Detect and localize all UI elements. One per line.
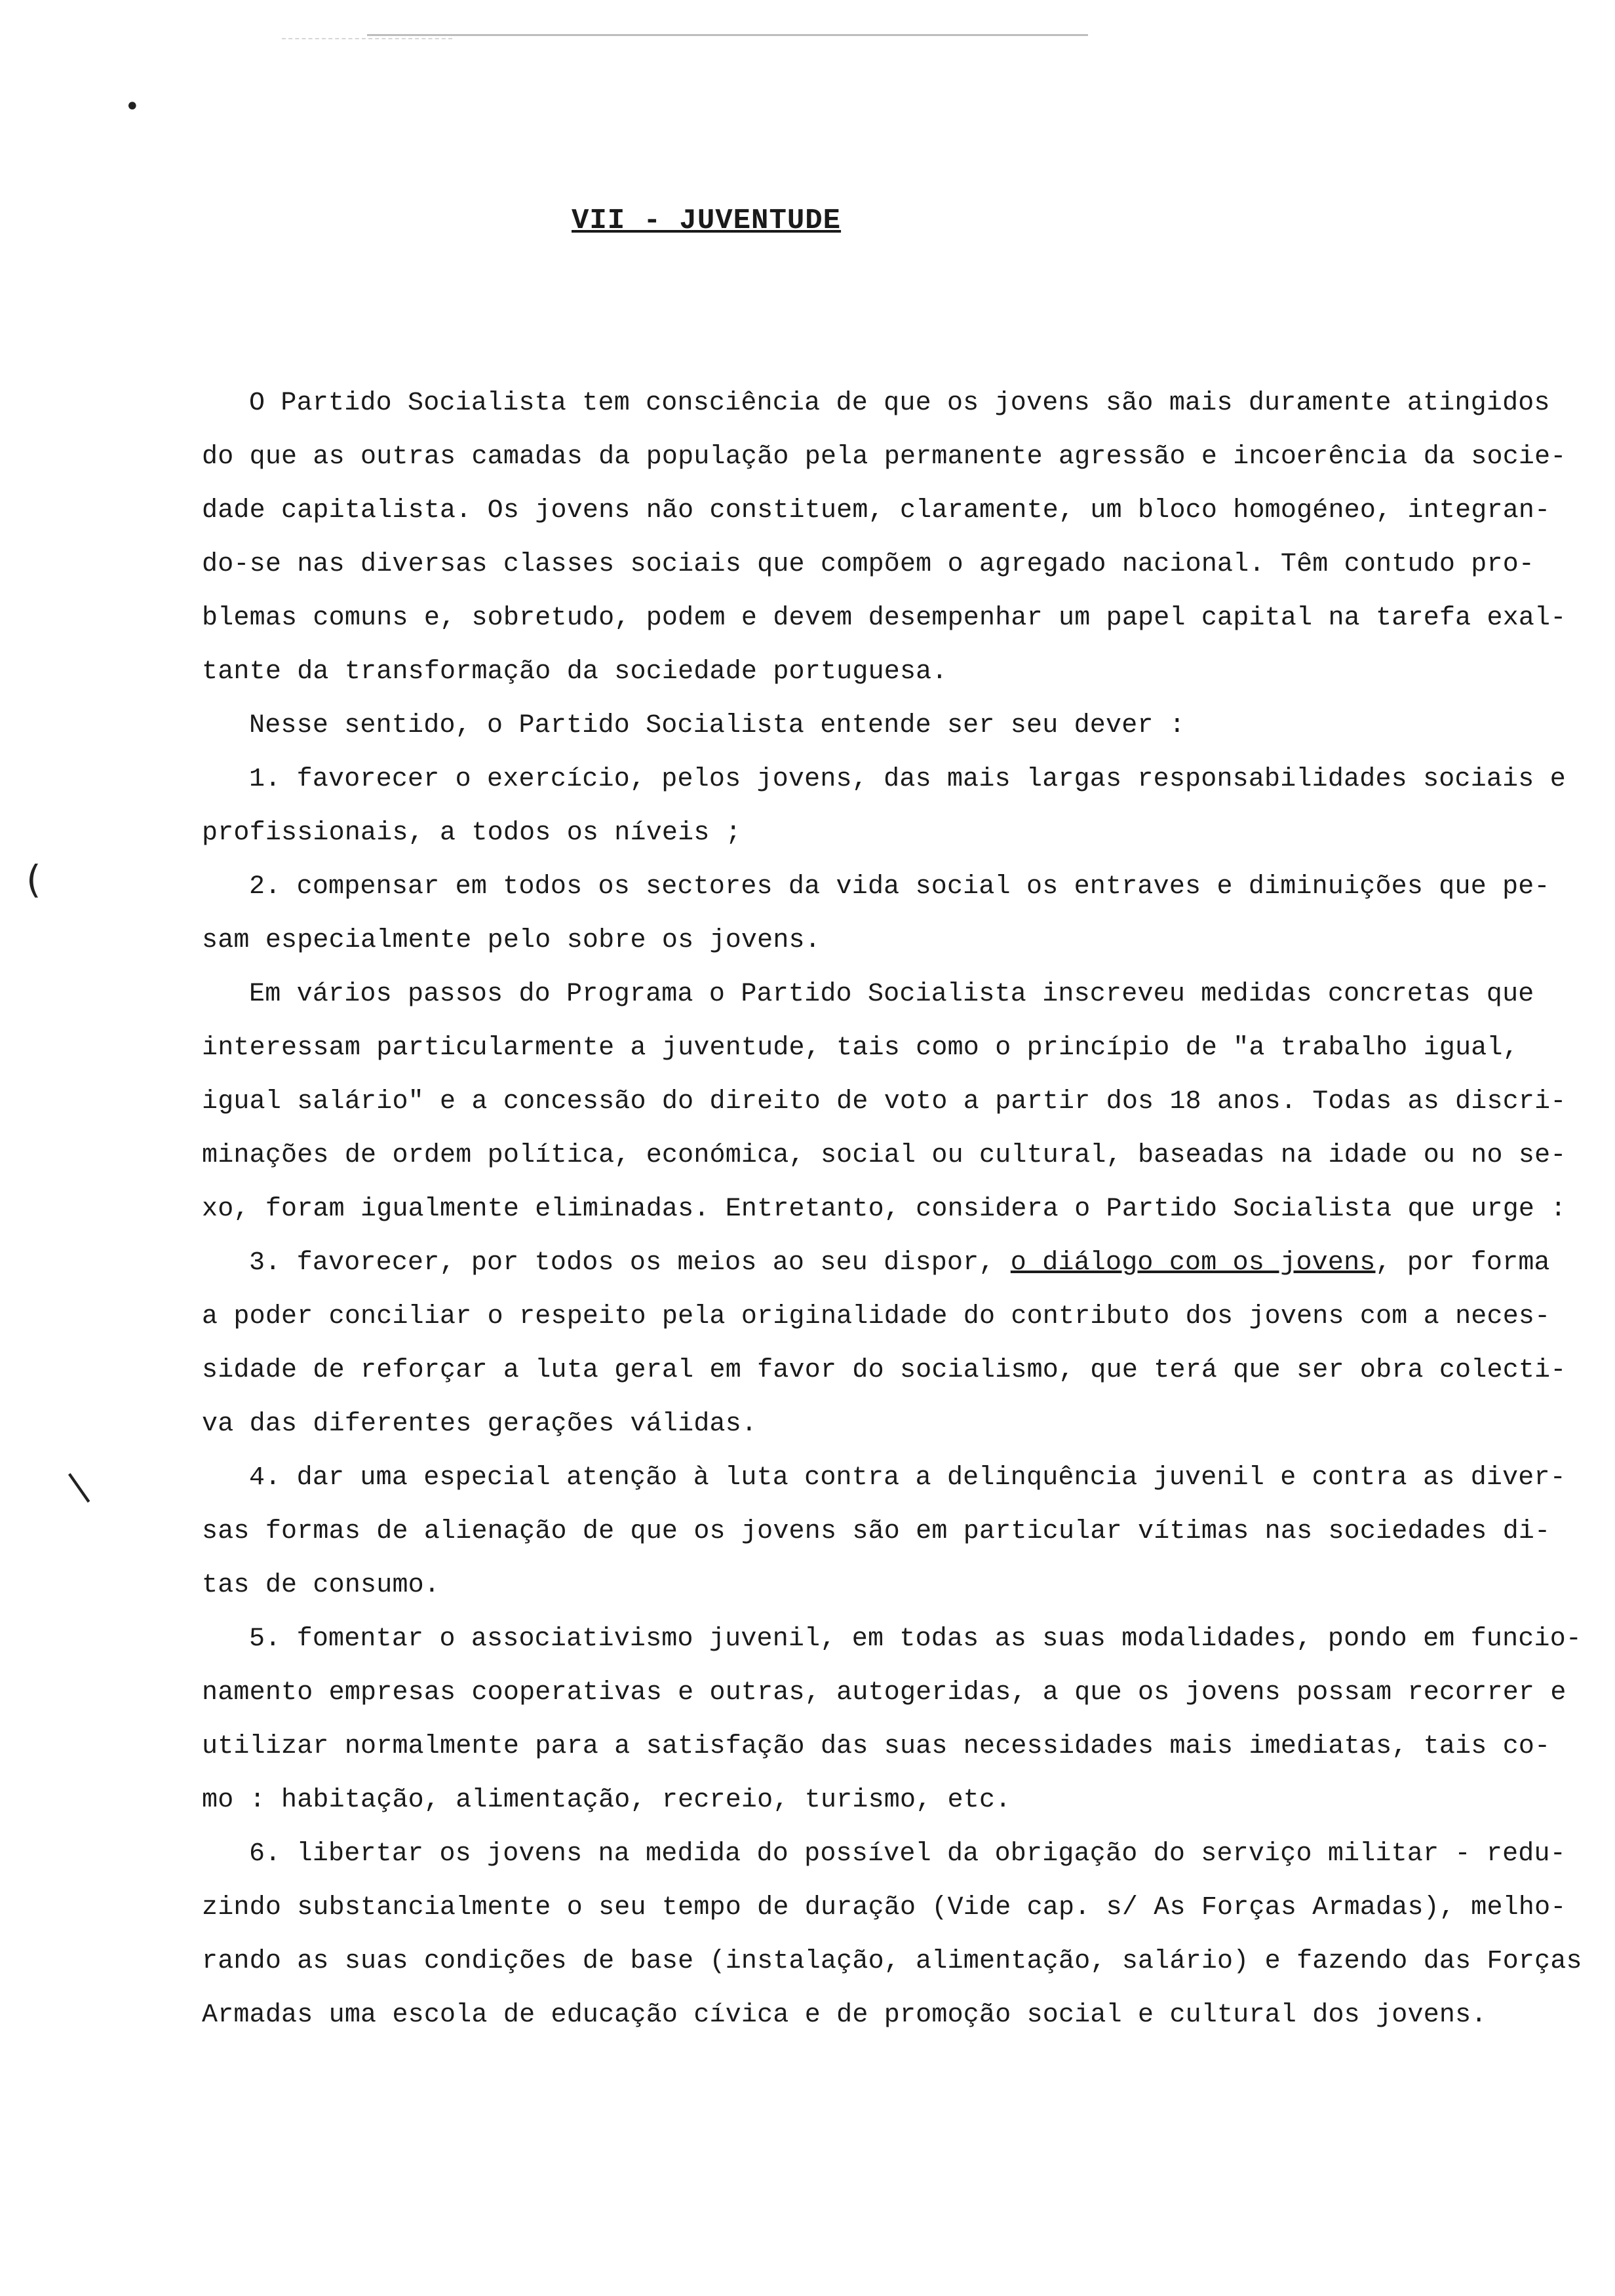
text-line: tante da transformação da sociedade portuguesa. xyxy=(202,657,948,687)
text-line: sas formas de alienação de que os jovens são em particular vítimas nas sociedades di- xyxy=(202,1517,1551,1546)
text-line: utilizar normalmente para a satisfação das suas necessidades mais imediatas, tais co- xyxy=(202,1732,1551,1761)
list-item-2: 2. compensar em todos os sectores da vida social os entraves e diminuições que pe- xyxy=(249,872,1550,902)
text-line: interessam particularmente a juventude, tais como o princípio de "a trabalho igual, xyxy=(202,1033,1519,1063)
text-line: Em vários passos do Programa o Partido Socialista inscreveu medidas concretas que xyxy=(249,980,1534,1009)
top-rule-faint xyxy=(282,38,452,39)
list-item-6: 6. libertar os jovens na medida do possível da obrigação do serviço militar - redu- xyxy=(249,1839,1566,1869)
text-line: rando as suas condições de base (instalação, alimentação, salário) e fazendo das Forças xyxy=(202,1947,1582,1976)
text-segment: , por forma xyxy=(1375,1248,1550,1278)
margin-dot-mark: • xyxy=(125,92,140,122)
list-item-3 xyxy=(249,1246,1550,1280)
text-line: blemas comuns e, sobretudo, podem e devem desempenhar um papel capital na tarefa exal- xyxy=(202,603,1566,633)
list-item-5: 5. fomentar o associativismo juvenil, em todas as suas modalidades, pondo em funcio- xyxy=(249,1624,1582,1654)
text-line: sam especialmente pelo sobre os jovens. xyxy=(202,926,821,955)
text-line: O Partido Socialista tem consciência de que os jovens são mais duramente atingidos xyxy=(249,389,1550,418)
text-line: a poder conciliar o respeito pela originalidade do contributo dos jovens com a neces- xyxy=(202,1302,1551,1331)
text-line: do-se nas diversas classes sociais que compõem o agregado nacional. Têm contudo pro- xyxy=(202,550,1535,579)
text-line: tas de consumo. xyxy=(202,1571,440,1600)
text-line: zindo substancialmente o seu tempo de duração (Vide cap. s/ As Forças Armadas), melho- xyxy=(202,1893,1566,1923)
text-line: minações de ordem política, económica, social ou cultural, baseadas na idade ou no se- xyxy=(202,1141,1566,1170)
text-line: xo, foram igualmente eliminadas. Entretanto, considera o Partido Socialista que urge : xyxy=(202,1195,1566,1224)
list-item-4: 4. dar uma especial atenção à luta contra a delinquência juvenil e contra as diver- xyxy=(249,1463,1566,1493)
text-line: do que as outras camadas da população pela permanente agressão e incoerência da socie- xyxy=(202,442,1566,472)
margin-bracket-mark: ( xyxy=(26,857,41,902)
text-line: va das diferentes gerações válidas. xyxy=(202,1409,758,1439)
text-line: profissionais, a todos os níveis ; xyxy=(202,818,741,848)
text-segment: 3. favorecer, por todos os meios ao seu dispor, xyxy=(249,1248,1011,1278)
text-line: Armadas uma escola de educação cívica e de promoção social e cultural dos jovens. xyxy=(202,2000,1487,2030)
text-line: igual salário" e a concessão do direito de voto a partir dos 18 anos. Todas as discri- xyxy=(202,1087,1566,1117)
margin-tick-mark: | xyxy=(62,1466,94,1506)
text-line: Nesse sentido, o Partido Socialista entende ser seu dever : xyxy=(249,711,1186,740)
top-rule xyxy=(367,34,1088,36)
text-line: namento empresas cooperativas e outras, autogeridas, a que os jovens possam recorrer e xyxy=(202,1678,1566,1708)
text-line: sidade de reforçar a luta geral em favor do socialismo, que terá que ser obra colecti- xyxy=(202,1356,1566,1385)
underlined-phrase: o diálogo com os jovens xyxy=(1010,1248,1376,1278)
text-line: dade capitalista. Os jovens não constituem, claramente, um bloco homogéneo, integran- xyxy=(202,496,1551,526)
page-title: VII - JUVENTUDE xyxy=(572,204,842,237)
list-item-1: 1. favorecer o exercício, pelos jovens, das mais largas responsabilidades sociais e xyxy=(249,765,1566,794)
text-line: mo : habitação, alimentação, recreio, turismo, etc. xyxy=(202,1786,1011,1815)
